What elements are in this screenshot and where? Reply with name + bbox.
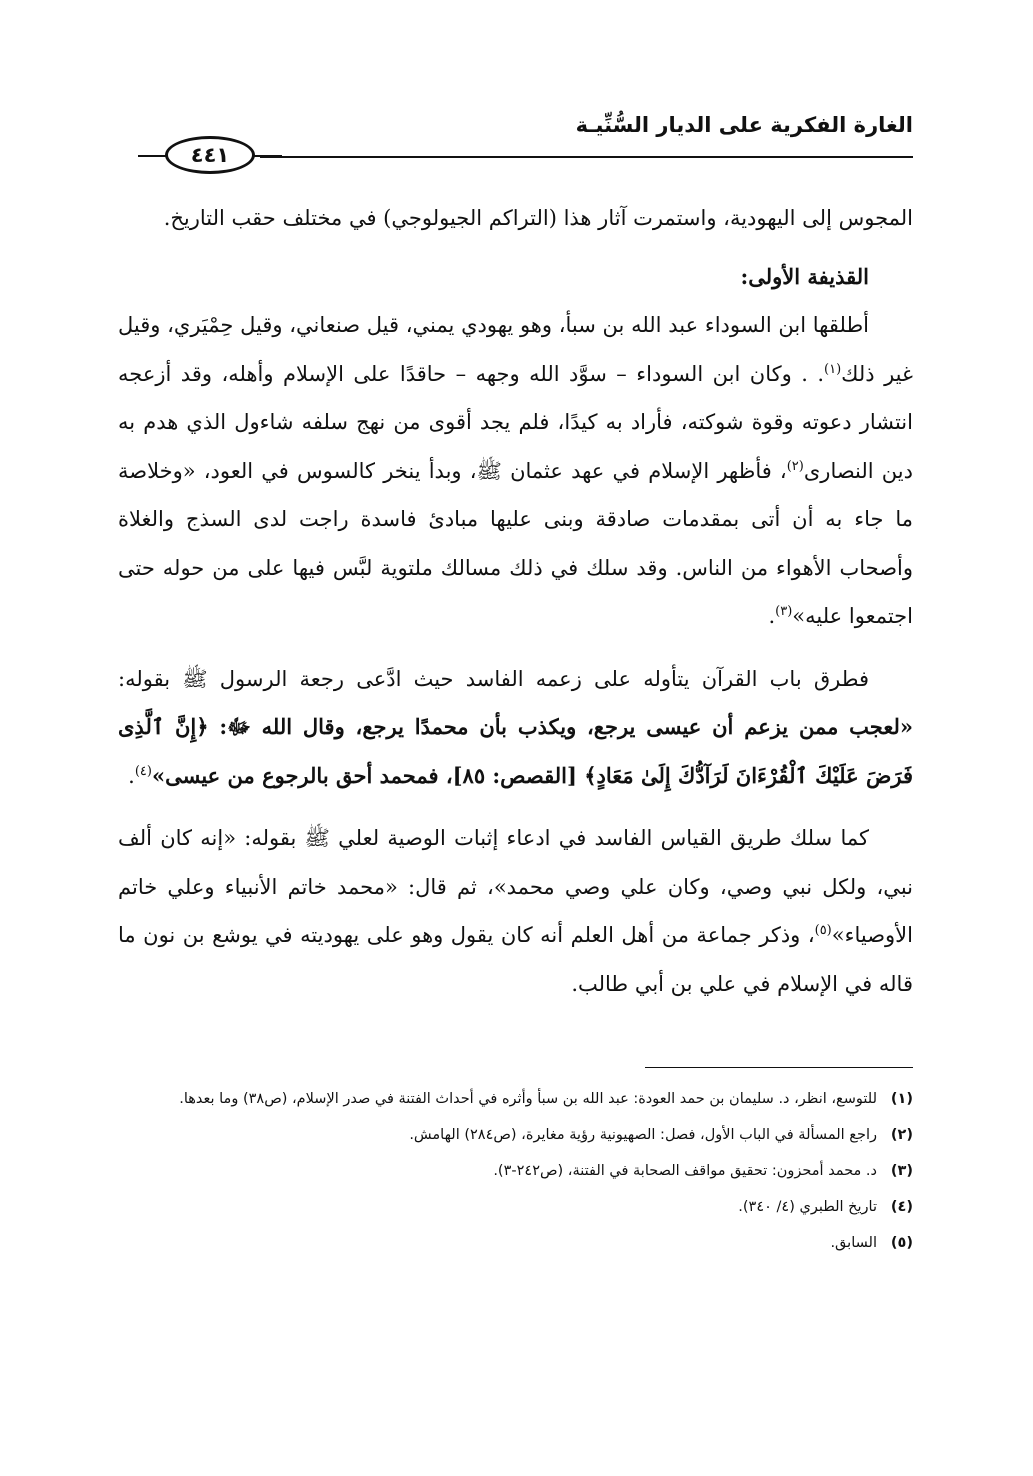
footnote-text: د. محمد أمحزون: تحقيق مواقف الصحابة في الفتنة، (ص٢٤٢-٣). (493, 1163, 877, 1179)
section-heading: القذيفة الأولى: (740, 263, 869, 289)
footnote-ref-1[interactable]: (١) (824, 361, 842, 377)
paragraph-2-part-d: . (768, 604, 776, 628)
footnote-1 (118, 1083, 913, 1115)
page-number-badge (165, 136, 255, 174)
page-number: ٤٤١ (190, 143, 230, 167)
footnote-ref-2[interactable]: (٢) (786, 458, 804, 474)
page-header (120, 108, 913, 168)
footnote-separator (645, 1067, 913, 1068)
paragraph-3 (118, 655, 913, 801)
footnote-text: تاريخ الطبري (٤/ ٣٤٠). (738, 1199, 877, 1215)
footnote-2 (118, 1119, 913, 1151)
paragraph-2-part-a: أطلقها ابن السوداء عبد الله بن سبأ، وهو يهودي يمني، قيل صنعاني، وقيل حِمْيَري، وقيل غير ذلك (118, 313, 913, 386)
paragraph-3-part-c: . (128, 763, 135, 788)
footnote-number: (٤) (890, 1199, 913, 1215)
paragraph-2-part-b: . . وكان ابن السوداء – سوَّد الله وجهه – حاقدًا على الإسلام وأهله، وقد أزعجه انتشار دعوته وقوة شوكته، فأراد به كيدًا، فلم يجد أقوى من نهج سلفه شاءول الذي هدم به دين النصارى (118, 361, 913, 483)
running-title: الغارة الفكرية على الديار السُّنِّيـة (575, 113, 913, 137)
footnotes (118, 1083, 913, 1263)
footnote-3 (118, 1155, 913, 1187)
footnote-5 (118, 1227, 913, 1259)
footnote-4 (118, 1191, 913, 1223)
header-rule (260, 156, 913, 158)
footnote-text: راجع المسألة في الباب الأول، فصل: الصهيونية رؤية مغايرة، (ص٢٨٤) الهامش. (409, 1127, 877, 1143)
paragraph-4-part-b: ، وذكر جماعة من أهل العلم أنه كان يقول وهو على يهوديته في يوشع بن نون ما قاله في الإسلام في علي بن أبي طالب. (118, 923, 913, 996)
paragraph-2 (118, 301, 913, 641)
paragraph-4-part-a: كما سلك طريق القياس الفاسد في ادعاء إثبات الوصية لعلي ﷺ بقوله: «إنه كان ألف نبي، ولكل نبي وصي، وكان علي وصي محمد»، ثم قال: «محمد خاتم الأنبياء وعلي خاتم الأوصياء» (118, 826, 913, 947)
footnote-text: للتوسع، انظر، د. سليمان بن حمد العودة: عبد الله بن سبأ وأثره في أحداث الفتنة في صدر الإسلام، (ص٣٨) وما بعدها. (179, 1091, 877, 1107)
footnote-ref-5[interactable]: (٥) (814, 923, 832, 938)
footnote-text: السابق. (830, 1235, 877, 1251)
footnote-ref-3[interactable]: (٣) (775, 604, 793, 619)
footnote-number: (٥) (890, 1235, 913, 1251)
footnote-number: (٣) (890, 1163, 913, 1179)
paragraph-2-part-c: ، فأظهر الإسلام في عهد عثمان ﷺ، وبدأ ينخر كالسوس في العود، «وخلاصة ما جاء به أن أتى بمقدمات صادقة وبنى عليها مبادئ فاسدة راجت لدى السذج والغلاة وأصحاب الأهواء من الناس. وقد سلك في ذلك مسالك ملتوية لبَّس فيها على من حوله حتى اجتمعوا عليه» (118, 458, 913, 628)
paragraph-1: المجوس إلى اليهودية، واستمرت آثار هذا (التراكم الجيولوجي) في مختلف حقب التاريخ. (163, 206, 913, 230)
main-text (118, 194, 913, 1008)
paragraph-3-quote: «لعجب ممن يزعم أن عيسى يرجع، ويكذب بأن محمدًا يرجع، وقال الله ﷻ: ﴿إِنَّ ٱلَّذِى فَرَضَ عَلَيْكَ ٱلْقُرْءَانَ لَرَآدُّكَ إِلَىٰ مَعَادٍ﴾ [القصص: ٨٥]، فمحمد أحق بالرجوع من عيسى» (118, 714, 913, 788)
footnote-ref-4[interactable]: (٤) (134, 763, 152, 779)
paragraph-4 (118, 814, 913, 1008)
footnote-number: (٢) (890, 1127, 913, 1143)
footnote-number: (١) (890, 1091, 913, 1107)
paragraph-3-part-a: فطرق باب القرآن يتأوله على زعمه الفاسد حيث ادَّعى رجعة الرسول ﷺ بقوله: (118, 666, 869, 691)
